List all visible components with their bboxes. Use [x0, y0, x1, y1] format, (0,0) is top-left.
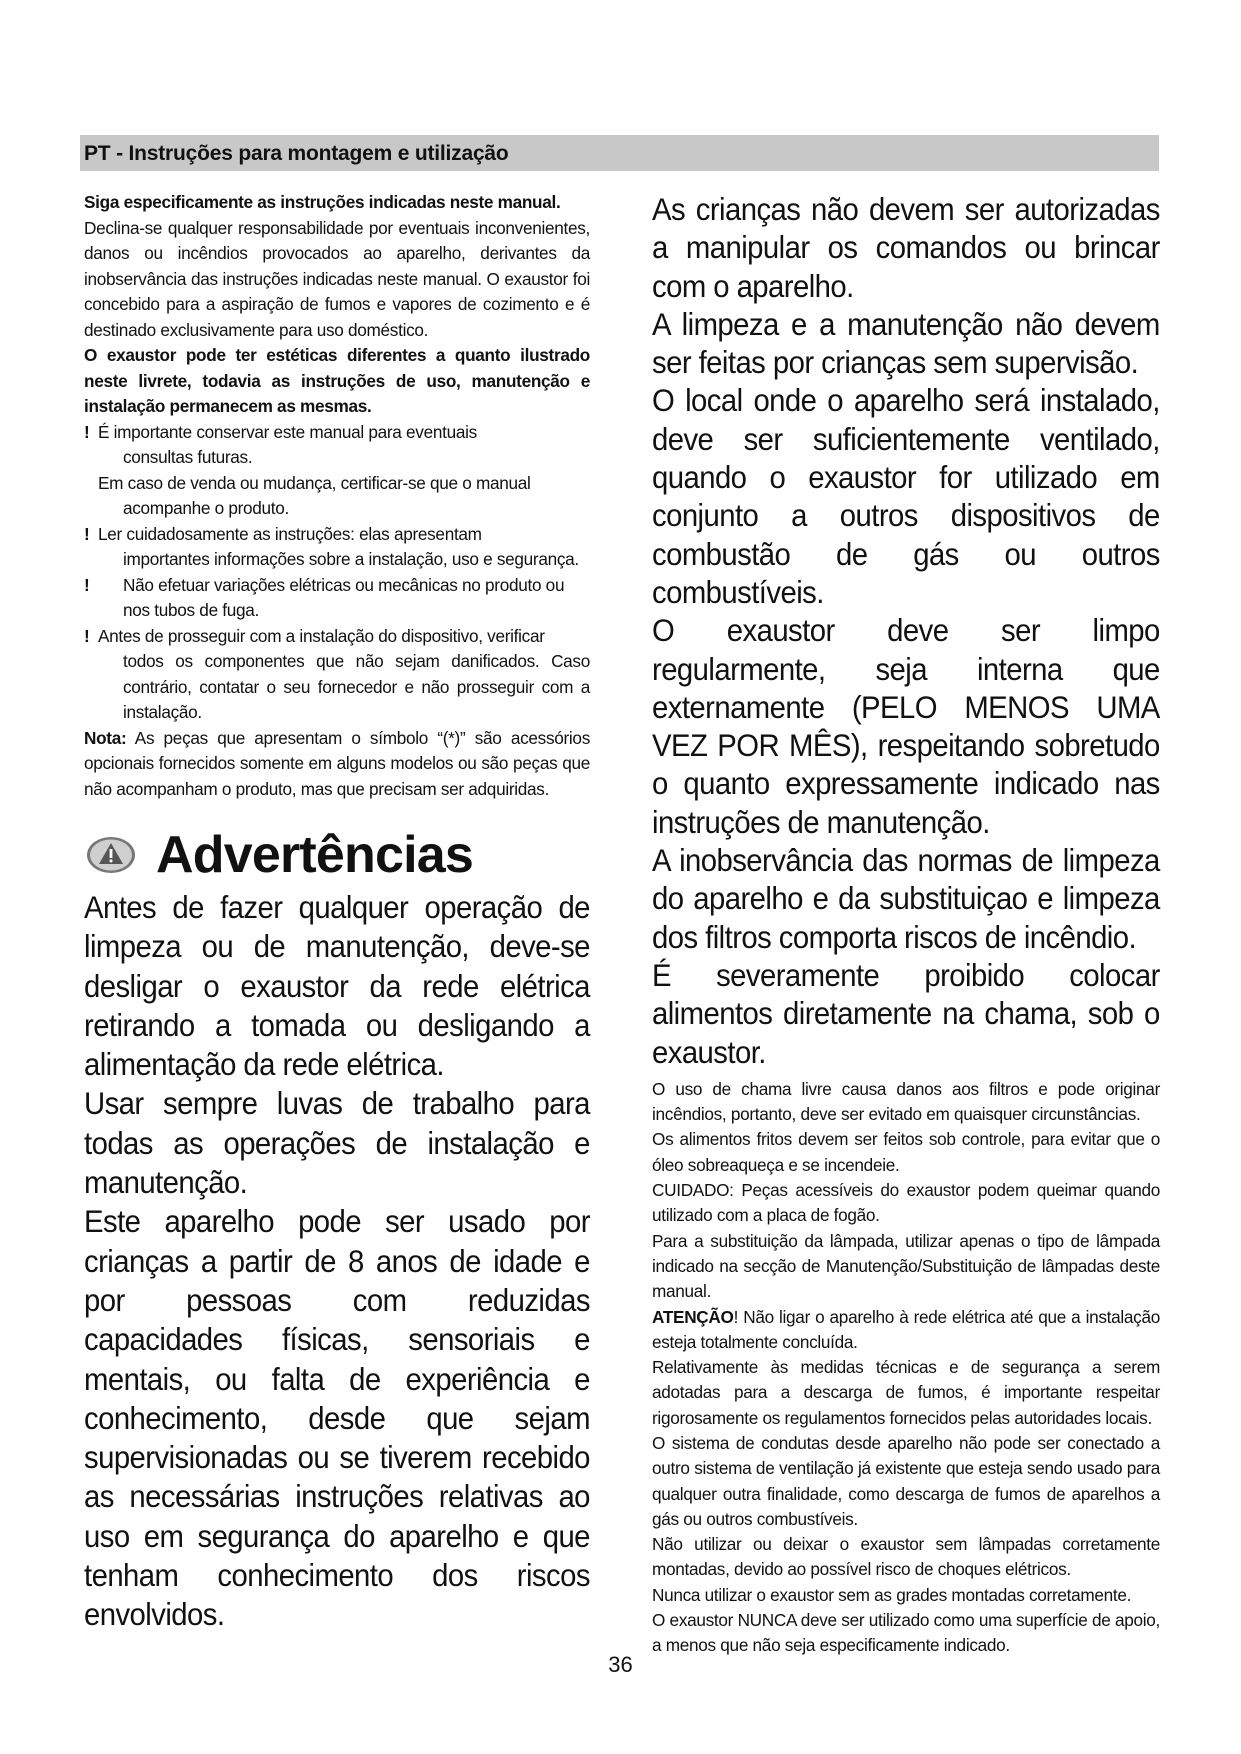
paragraph-lamp-replacement: Para a substituição da lâmpada, utilizar apenas o tipo de lâmpada indicado na secção de Manutenção/Substituição de lâmpadas deste manual.: [652, 1230, 1160, 1302]
attention-text: ! Não ligar o aparelho à rede elétrica até que a instalação esteja totalmente concluída.: [652, 1306, 1160, 1352]
section-header: [80, 135, 1159, 171]
instruction-item: ! Não efetuar variações elétricas ou mecânicas no produto ou nos tubos de fuga.: [84, 574, 565, 620]
note-paragraph: [84, 726, 590, 803]
aesthetics-note: O exaustor pode ter estéticas diferentes a quanto ilustrado neste livrete, todavia as instruções de uso, manutenção e instalação permanecem as mesmas.: [84, 345, 590, 416]
intro-bold: Siga especificamente as instruções indicadas neste manual.: [84, 192, 561, 212]
paragraph-regulations: Relativamente às medidas técnicas e de segurança a serem adotadas para a descarga de fumos, é importante respeitar rigorosamente os regulamentos fornecidos pelas autoridades locais.: [652, 1357, 1160, 1428]
left-column: [84, 190, 590, 1635]
exclamation-icon: !: [84, 523, 90, 544]
warnings-title: Advertências: [156, 826, 473, 884]
paragraph-support-surface: O exaustor NUNCA deve ser utilizado como uma superfície de apoio, a menos que não seja especificamente indicado.: [652, 1610, 1160, 1656]
warning-paragraph-flame: É severamente proibido colocar alimentos diretamente na chama, sob o exaustor.: [652, 956, 1160, 1070]
warning-paragraph-fire-risk: A inobservância das normas de limpeza do aparelho e da substituiçao e limpeza dos filtros comporta riscos de incêndio.: [652, 842, 1160, 955]
warning-paragraph-regular-cleaning: O exaustor deve ser limpo regularmente, seja interna que externamente (PELO MENOS UMA VEZ POR MÊS), respeitando sobretudo o quanto expressamente indicado nas instruções de manutenção.: [652, 612, 1160, 840]
paragraph-ducting: O sistema de condutas desde aparelho não pode ser conectado a outro sistema de ventilação já existente que esteja sendo usado para qualquer outra finalidade, como descarga de fumos de aparelhos a gás ou outros combustíveis.: [652, 1432, 1160, 1529]
instruction-item: ! Ler cuidadosamente as instruções: elas apresentam importantes informações sobre a instalação, uso e segurança.: [84, 523, 579, 569]
warning-paragraph-children: Este aparelho pode ser usado por crianças a partir de 8 anos de idade e por pessoas com reduzidas capacidades físicas, sensoriais e mentais, ou falta de experiência e conhecimento, desde que sejam supervisionadas ou se tiverem recebido as necessárias instruções relativas ao uso em segurança do aparelho e que tenham conhecimento dos riscos envolvidos.: [84, 1203, 590, 1633]
warning-triangle-icon: [86, 835, 136, 875]
instruction-item: ! Antes de prosseguir com a instalação do dispositivo, verificar todos os componentes que não sejam danificados. Caso contrário, contatar o seu fornecedor e não prosseguir com a instalação.: [84, 625, 590, 722]
exclamation-icon: !: [84, 574, 90, 595]
note-text: As peças que apresentam o símbolo “(*)” são acessórios opcionais fornecidos somente em alguns modelos ou são peças que não acompanham o produto, mas que precisam ser adquiridas.: [84, 727, 590, 799]
section-header-title: PT - Instruções para montagem e utilização: [84, 142, 509, 165]
warnings-heading: [84, 822, 590, 888]
exclamation-icon: !: [84, 421, 90, 442]
warning-paragraph-gloves: Usar sempre luvas de trabalho para todas as operações de instalação e manutenção.: [84, 1085, 590, 1201]
paragraph-caution: CUIDADO: Peças acessíveis do exaustor podem queimar quando utilizado com a placa de fogão.: [652, 1180, 1160, 1226]
paragraph-grids: Nunca utilizar o exaustor sem as grades montadas corretamente.: [652, 1584, 1132, 1605]
paragraph-lamps-mounted: Não utilizar ou deixar o exaustor sem lâmpadas corretamente montadas, devido ao possível risco de choques elétricos.: [652, 1534, 1160, 1580]
exclamation-icon: !: [84, 625, 90, 646]
paragraph-fried-food: Os alimentos fritos devem ser feitos sob controle, para evitar que o óleo sobreaqueça e se incendeie.: [652, 1129, 1160, 1175]
warning-paragraph-disconnect: Antes de fazer qualquer operação de limpeza ou de manutenção, deve-se desligar o exaustor da rede elétrica retirando a tomada ou desligando a alimentação da rede elétrica.: [84, 889, 590, 1083]
warning-paragraph-children-controls: As crianças não devem ser autorizadas a manipular os comandos ou brincar com o aparelho.: [652, 191, 1160, 304]
page-number: 36: [608, 1652, 633, 1677]
right-column: [652, 190, 1160, 1659]
note-label: Nota:: [84, 727, 127, 748]
warning-paragraph-ventilation: O local onde o aparelho será instalado, deve ser suficientemente ventilado, quando o exaustor for utilizado em conjunto a outros dispositivos de combustão de gás ou outros combustíveis.: [652, 382, 1160, 610]
instruction-item: Em caso de venda ou mudança, certificar-se que o manual acompanhe o produto.: [98, 472, 531, 518]
paragraph-attention: [652, 1305, 1160, 1356]
warning-paragraph-cleaning-children: A limpeza e a manutenção não devem ser feitas por crianças sem supervisão.: [652, 305, 1160, 381]
attention-label: ATENÇÃO: [652, 1306, 734, 1327]
paragraph-open-flame: O uso de chama livre causa danos aos filtros e pode originar incêndios, portanto, deve ser evitado em quaisquer circunstâncias.: [652, 1078, 1160, 1125]
intro-text: Declina-se qualquer responsabilidade por eventuais inconvenientes, danos ou incêndios provocados ao aparelho, derivantes da inobservância das instruções indicadas neste manual. O exaustor foi concebido para a aspiração de fumos e vapores de cozimento e é destinado exclusivamente para uso doméstico.: [84, 217, 590, 340]
instruction-item: ! É importante conservar este manual para eventuais consultas futuras.: [84, 421, 477, 467]
intro-paragraph: [84, 190, 590, 343]
